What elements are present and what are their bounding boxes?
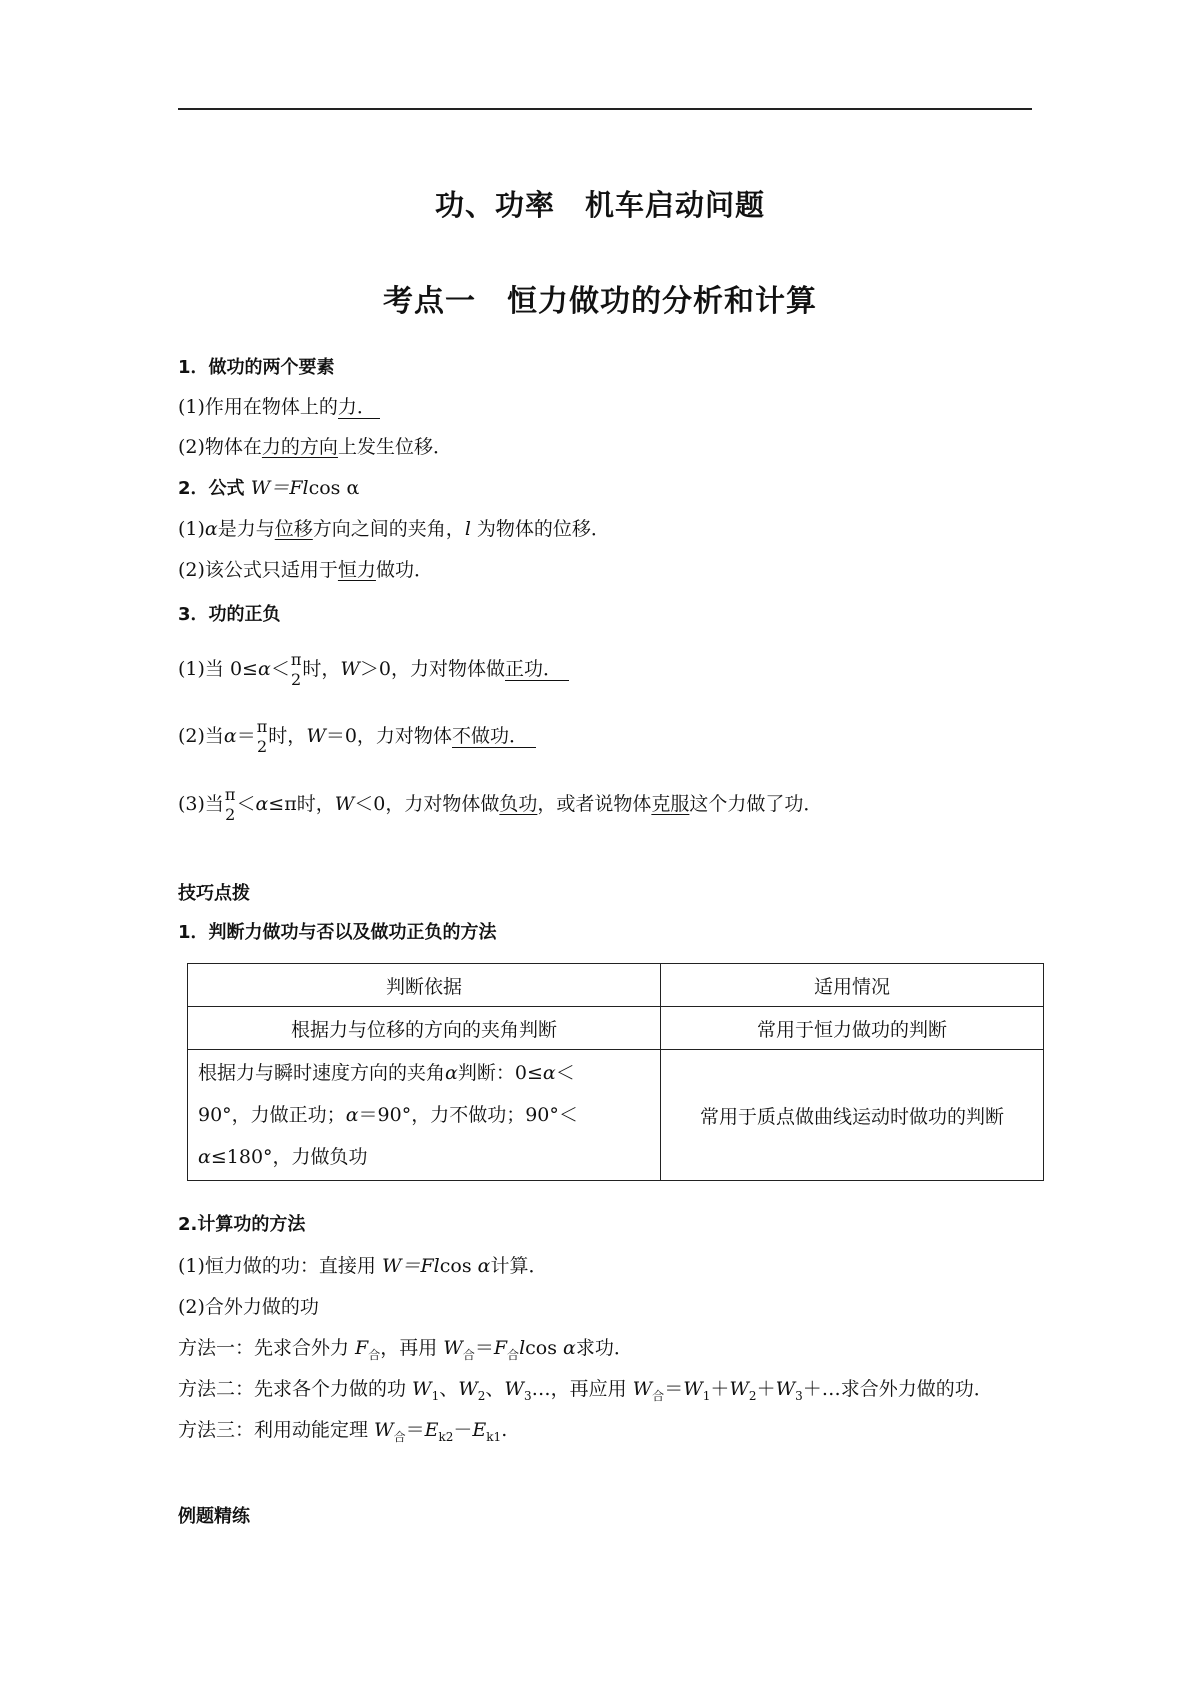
blank-answer: 力． xyxy=(338,396,380,419)
calc-method-2: 方法二：先求各个力做的功 $W_1$、$W_2$、$W_3\dots$，再应用 $W_合=W_1+W_2+W_3+\dots$求合外力做的功． xyxy=(178,1378,993,1403)
calc-item-1: (1)恒力做的功：直接用 W＝Flcos α计算． xyxy=(178,1255,548,1277)
s2-item-1: (1)α是力与位移方向之间的夹角，l 为物体的位移． xyxy=(178,518,610,540)
calc-item-2: (2)合外力做的功 xyxy=(178,1296,319,1318)
s1-item-1: (1)作用在物体上的力． xyxy=(178,393,380,421)
fraction-pi-over-2: π 2 xyxy=(256,717,268,756)
page-title: 功、功率 机车启动问题 xyxy=(434,188,765,222)
table-cell: 根据力与位移的方向的夹角判断 xyxy=(188,1007,661,1050)
blank-answer: 克服 xyxy=(651,793,690,815)
method-table xyxy=(187,963,1044,1181)
s3-heading: 3．功的正负 xyxy=(178,604,281,625)
table-cell: 常用于恒力做功的判断 xyxy=(661,1007,1044,1050)
fraction-pi-over-2: π 2 xyxy=(224,785,236,824)
table-header-row xyxy=(188,964,1044,1007)
s1-heading: 1．做功的两个要素 xyxy=(178,357,335,378)
s2-heading: 2．公式 W＝Flcos α xyxy=(178,477,360,499)
calc-method-3: 方法三：利用动能定理 $W_合=E_{k2}-E_{k1}$. xyxy=(178,1419,508,1444)
blank-answer: 力的方向 xyxy=(261,436,338,458)
blank-answer: 位移 xyxy=(274,518,313,540)
tips-subheading: 1．判断力做功与否以及做功正负的方法 xyxy=(178,922,497,943)
calc-heading: 2.计算功的方法 xyxy=(178,1214,306,1235)
blank-answer: 负功 xyxy=(499,793,538,815)
table-cell: 常用于质点做曲线运动时做功的判断 xyxy=(661,1050,1044,1181)
table-header-cell: 适用情况 xyxy=(661,964,1044,1007)
calc-method-1: 方法一：先求合外力 $F_合$，再用 $W_合=F_合lcos$ α求功． xyxy=(178,1337,633,1362)
table-row xyxy=(188,1050,1044,1181)
s3-item-3: (3)当 π 2 ＜α≤π时，W＜0，力对物体做负功，或者说物体克服这个力做了功． xyxy=(178,785,823,824)
blank-answer: 正功． xyxy=(505,658,569,681)
s1-item-2: (2)物体在力的方向上发生位移． xyxy=(178,436,452,458)
s3-item-1: (1)当 0≤α＜ π 2 时，W＞0，力对物体做正功． xyxy=(178,650,569,690)
fraction-pi-over-2: π 2 xyxy=(290,650,302,689)
s2-item-2: (2)该公式只适用于恒力做功． xyxy=(178,559,433,581)
section-title: 考点一 恒力做功的分析和计算 xyxy=(383,284,817,319)
table-row xyxy=(188,1007,1044,1050)
table-cell: 根据力与瞬时速度方向的夹角α判断：0≤α＜ 90°，力做正功；α＝90°，力不做功；90°＜ α≤180°，力做负功 xyxy=(188,1050,661,1181)
s3-item-2: (2)当α＝ π 2 时，W＝0，力对物体不做功． xyxy=(178,717,536,757)
tips-heading: 技巧点拨 xyxy=(178,883,250,904)
blank-answer: 恒力 xyxy=(337,559,376,581)
header-rule xyxy=(178,108,1032,110)
blank-answer: 不做功． xyxy=(452,725,536,748)
table-header-cell: 判断依据 xyxy=(188,964,661,1007)
examples-heading: 例题精练 xyxy=(178,1506,250,1527)
